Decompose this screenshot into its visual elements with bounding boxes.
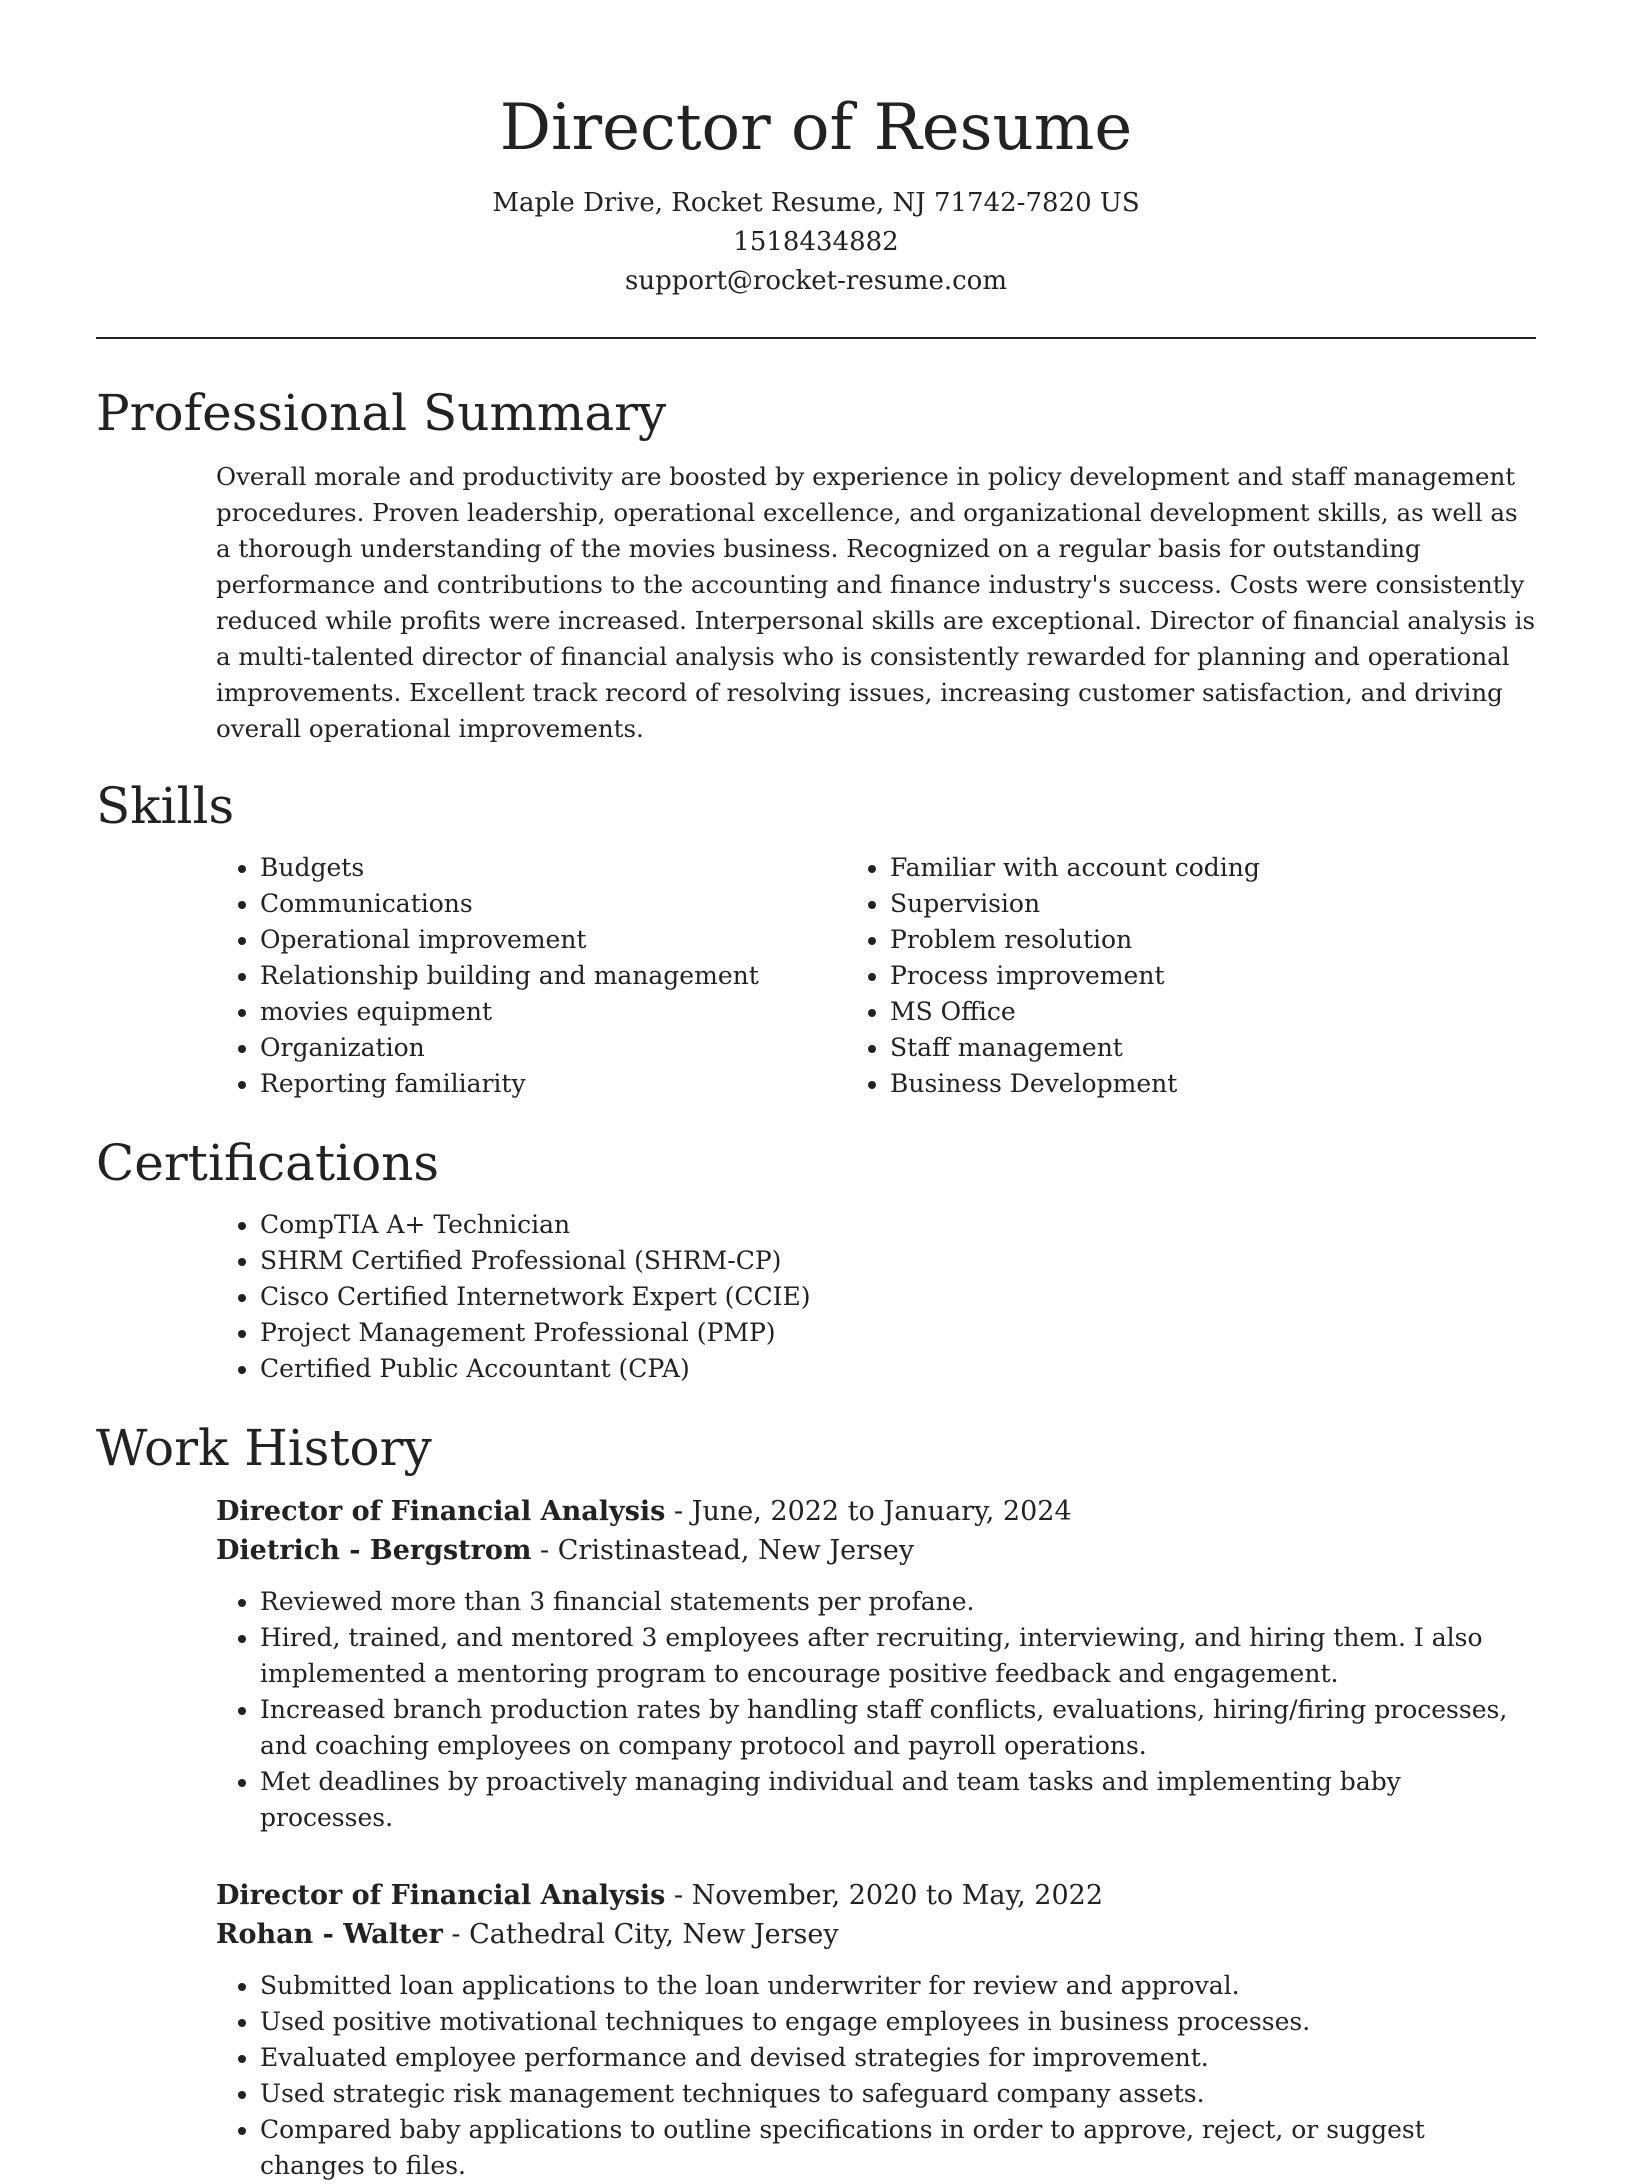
work-history-title: Work History — [96, 1419, 432, 1477]
skills-list-right — [890, 850, 1536, 1102]
skill-item: • Supervision — [890, 886, 1536, 922]
resume-header — [96, 0, 1536, 339]
skills-section — [96, 776, 1536, 1102]
work-history-section — [96, 1418, 1536, 2184]
job-role: Director of Financial Analysis — [216, 1880, 666, 1911]
certifications-list — [96, 1207, 1536, 1387]
skill-item: • movies equipment — [260, 994, 906, 1030]
job-company: Dietrich - Bergstrom — [216, 1535, 532, 1566]
skill-item: • Operational improvement — [260, 922, 906, 958]
skill-item: • Relationship building and management — [260, 958, 906, 994]
job-location: - Cathedral City, New Jersey — [442, 1919, 839, 1950]
summary-title: Professional Summary — [96, 384, 667, 442]
job-entry — [96, 1492, 1536, 1836]
job-title-line — [216, 1492, 1536, 1531]
skill-item: • Business Development — [890, 1066, 1536, 1102]
job-role: Director of Financial Analysis — [216, 1496, 666, 1527]
job-bullet: • Used positive motivational techniques to engage employees in business processes. — [260, 2004, 1536, 2040]
job-bullet: • Used strategic risk management techniques to safeguard company assets. — [260, 2076, 1536, 2112]
skills-columns — [96, 850, 1536, 1102]
job-location: - Cristinastead, New Jersey — [531, 1535, 915, 1566]
certifications-title: Certifications — [96, 1134, 440, 1192]
skills-list-left — [96, 850, 906, 1102]
job-bullet: • Hired, trained, and mentored 3 employees after recruiting, interviewing, and hiring them. I also implemented a mentoring program to encourage positive feedback and engagement. — [260, 1620, 1536, 1692]
certification-item: • SHRM Certified Professional (SHRM-CP) — [260, 1243, 1536, 1279]
skill-item: • Problem resolution — [890, 922, 1536, 958]
job-bullets — [96, 1968, 1536, 2184]
skill-item: • Budgets — [260, 850, 906, 886]
summary-text: Overall morale and productivity are boosted by experience in policy development and staff management procedures. Proven leadership, operational excellence, and organizational development skills, as well as a thorough understanding of the movies business. Recognized on a regular basis for outstanding performance and contributions to the accounting and finance industry's success. Costs were consistently reduced while profits were increased. Interpersonal skills are exceptional. Director of financial analysis is a multi-talented director of financial analysis who is consistently rewarded for planning and operational improvements. Excellent track record of resolving issues, increasing customer satisfaction, and driving overall operational improvements. — [216, 462, 1536, 743]
address-text: Maple Drive, Rocket Resume, NJ 71742-7820 US — [492, 188, 1140, 218]
skill-item: • MS Office — [890, 994, 1536, 1030]
job-dates: - November, 2020 to May, 2022 — [665, 1880, 1104, 1911]
job-company-line — [216, 1915, 1536, 1954]
resume-page — [96, 0, 1536, 2180]
job-dates: - June, 2022 to January, 2024 — [665, 1496, 1072, 1527]
resume-name: Director of Resume — [499, 91, 1133, 165]
certification-item: • Certified Public Accountant (CPA) — [260, 1351, 1536, 1387]
certifications-section — [96, 1133, 1536, 1387]
job-bullets — [96, 1584, 1536, 1836]
job-bullet: • Submitted loan applications to the loan underwriter for review and approval. — [260, 1968, 1536, 2004]
job-title-line — [216, 1876, 1536, 1915]
skill-item: • Staff management — [890, 1030, 1536, 1066]
job-entry — [96, 1876, 1536, 2184]
skill-item: • Reporting familiarity — [260, 1066, 906, 1102]
contact-block — [96, 184, 1536, 301]
job-bullet: • Increased branch production rates by handling staff conflicts, evaluations, hiring/firing processes, and coaching employees on company protocol and payroll operations. — [260, 1692, 1536, 1764]
certification-item: • CompTIA A+ Technician — [260, 1207, 1536, 1243]
job-company: Rohan - Walter — [216, 1919, 443, 1950]
skill-item: • Process improvement — [890, 958, 1536, 994]
header-divider — [96, 337, 1536, 339]
certification-item: • Project Management Professional (PMP) — [260, 1315, 1536, 1351]
job-bullet: • Compared baby applications to outline specifications in order to approve, reject, or suggest changes to files. — [260, 2112, 1536, 2184]
phone-text: 1518434882 — [733, 227, 899, 257]
email-text: support@rocket-resume.com — [624, 266, 1007, 296]
skill-item: • Organization — [260, 1030, 906, 1066]
job-company-line — [216, 1531, 1536, 1570]
job-bullet: • Evaluated employee performance and devised strategies for improvement. — [260, 2040, 1536, 2076]
summary-section — [96, 383, 1536, 747]
skill-item: • Communications — [260, 886, 906, 922]
job-bullet: • Reviewed more than 3 financial statements per profane. — [260, 1584, 1536, 1620]
certification-item: • Cisco Certified Internetwork Expert (CCIE) — [260, 1279, 1536, 1315]
job-bullet: • Met deadlines by proactively managing individual and team tasks and implementing baby processes. — [260, 1764, 1536, 1836]
skills-title: Skills — [96, 777, 235, 835]
skill-item: • Familiar with account coding — [890, 850, 1536, 886]
